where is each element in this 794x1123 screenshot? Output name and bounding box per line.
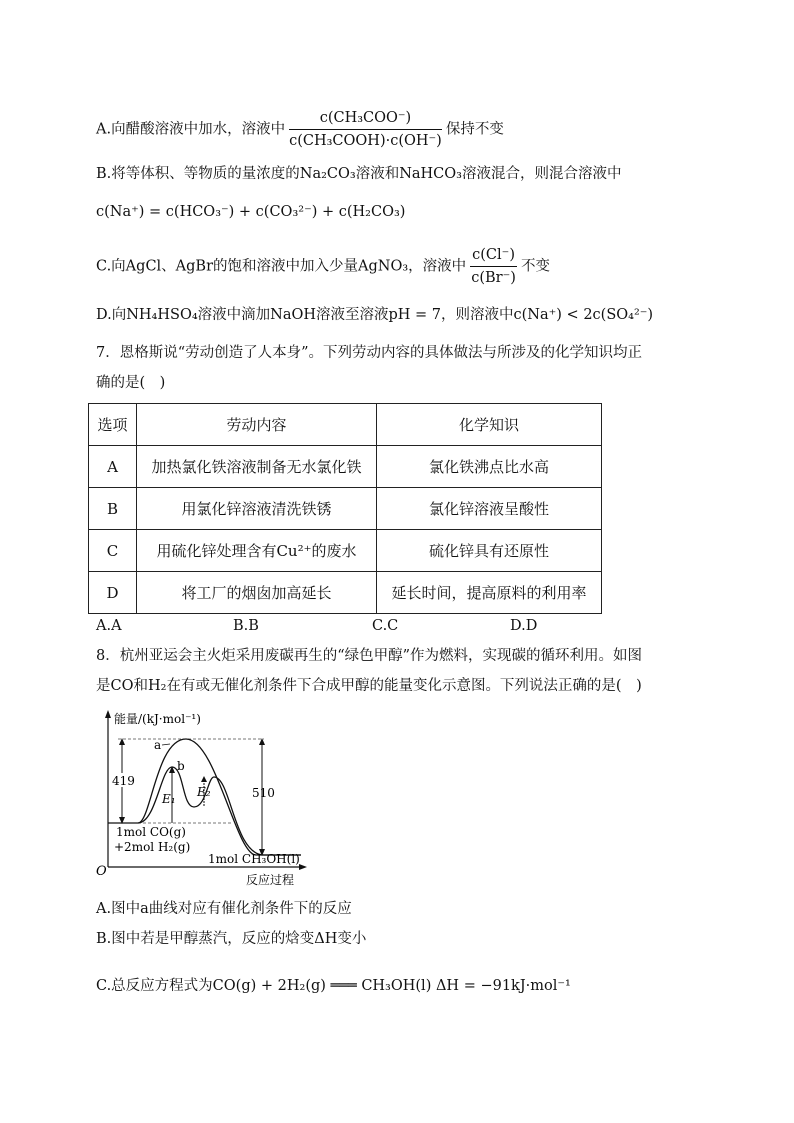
q8-stem-line2: 是CO和H₂在有或无催化剂条件下合成甲醇的能量变化示意图。下列说法正确的是( ): [96, 678, 642, 694]
table-cell: A: [89, 446, 137, 488]
curve-b-label: b: [177, 759, 185, 773]
table-header-cell: 化学知识: [377, 404, 602, 446]
table-cell: 氯化铁沸点比水高: [377, 446, 602, 488]
e2-label: E₂: [197, 785, 211, 799]
arrowhead: [201, 776, 207, 782]
table-cell: 硫化锌具有还原性: [377, 530, 602, 572]
q6-option-d: D.向NH₄HSO₄溶液中滴加NaOH溶液至溶液pH = 7，则溶液中c(Na⁺) < 2c(SO₄²⁻): [96, 307, 654, 323]
q6-option-a-fraction: [289, 108, 442, 151]
q7-stem-line1: 7．恩格斯说“劳动创造了人本身”。下列劳动内容的具体做法与所涉及的化学知识均正: [96, 345, 643, 361]
table-cell: 延长时间，提高原料的利用率: [377, 572, 602, 614]
q7-option[interactable]: A.A: [96, 618, 122, 634]
table-cell: D: [89, 572, 137, 614]
table-row: [89, 446, 602, 488]
table-row: [89, 572, 602, 614]
table-header-cell: 劳动内容: [137, 404, 377, 446]
energy-diagram: [96, 707, 316, 889]
table-cell: 用硫化锌处理含有Cu²⁺的废水: [137, 530, 377, 572]
q8-option-b: B.图中若是甲醇蒸汽，反应的焓变ΔH变小: [96, 931, 367, 947]
table-cell: 用氯化锌溶液清洗铁锈: [137, 488, 377, 530]
q7-option[interactable]: D.D: [510, 618, 538, 634]
y-axis-arrow: [105, 710, 111, 718]
q7-option[interactable]: C.C: [372, 618, 399, 634]
q7-option[interactable]: B.B: [233, 618, 259, 634]
q7-table: [88, 403, 602, 614]
q6-option-c-suffix: 不变: [520, 258, 550, 275]
table-cell: 加热氯化铁溶液制备无水氯化铁: [137, 446, 377, 488]
reactant-label-2: +2mol H₂(g): [114, 840, 191, 854]
y-axis-label: 能量/(kJ·mol⁻¹): [114, 712, 201, 726]
q6-option-a-suffix: 保持不变: [445, 121, 504, 138]
q6-option-b-line1: B.将等体积、等物质的量浓度的Na₂CO₃溶液和NaHCO₃溶液混合，则混合溶液中: [96, 166, 622, 182]
x-axis-label: 反应过程: [246, 873, 295, 887]
q6-option-a-prefix: A.向醋酸溶液中加水，溶液中: [96, 121, 286, 138]
q6-option-a: [96, 108, 504, 151]
table-row: [89, 530, 602, 572]
q6-option-c: [96, 245, 550, 288]
fraction-denominator: c(Br⁻): [471, 270, 516, 286]
table-row: [89, 488, 602, 530]
origin-label: O: [96, 864, 107, 879]
curve-a-leader: [162, 744, 170, 745]
product-label: 1mol CH₃OH(l): [208, 852, 300, 866]
e1-label: E₁: [162, 792, 176, 806]
q7-answer-options: [96, 618, 616, 638]
q8-option-c: C.总反应方程式为CO(g) + 2H₂(g) ═══ CH₃OH(l) ΔH = −91kJ·mol⁻¹: [96, 978, 571, 994]
value-419: 419: [112, 774, 135, 788]
q8-stem-line1: 8．杭州亚运会主火炬采用废碳再生的“绿色甲醇”作为燃料，实现碳的循环利用。如图: [96, 648, 643, 664]
q8-option-a: A.图中a曲线对应有催化剂条件下的反应: [96, 901, 352, 917]
curve-a-label: a: [154, 738, 162, 752]
q6-option-c-fraction: [470, 245, 517, 288]
x-axis-arrow: [299, 864, 307, 870]
fraction-numerator: c(CH₃COO⁻): [289, 108, 442, 130]
value-510: 510: [252, 786, 275, 800]
reactant-label-1: 1mol CO(g): [116, 825, 186, 839]
table-cell: C: [89, 530, 137, 572]
table-cell: B: [89, 488, 137, 530]
table-header-row: [89, 404, 602, 446]
q6-option-b-line2: c(Na⁺) = c(HCO₃⁻) + c(CO₃²⁻) + c(H₂CO₃): [96, 204, 406, 220]
table-cell: 将工厂的烟囱加高延长: [137, 572, 377, 614]
table-cell: 氯化锌溶液呈酸性: [377, 488, 602, 530]
q7-stem-line2: 确的是( ): [96, 375, 166, 391]
table-header-cell: 选项: [89, 404, 137, 446]
fraction-numerator: c(Cl⁻): [470, 245, 517, 267]
fraction-denominator: c(CH₃COOH)·c(OH⁻): [289, 133, 442, 149]
q6-option-c-prefix: C.向AgCl、AgBr的饱和溶液中加入少量AgNO₃，溶液中: [96, 258, 467, 275]
